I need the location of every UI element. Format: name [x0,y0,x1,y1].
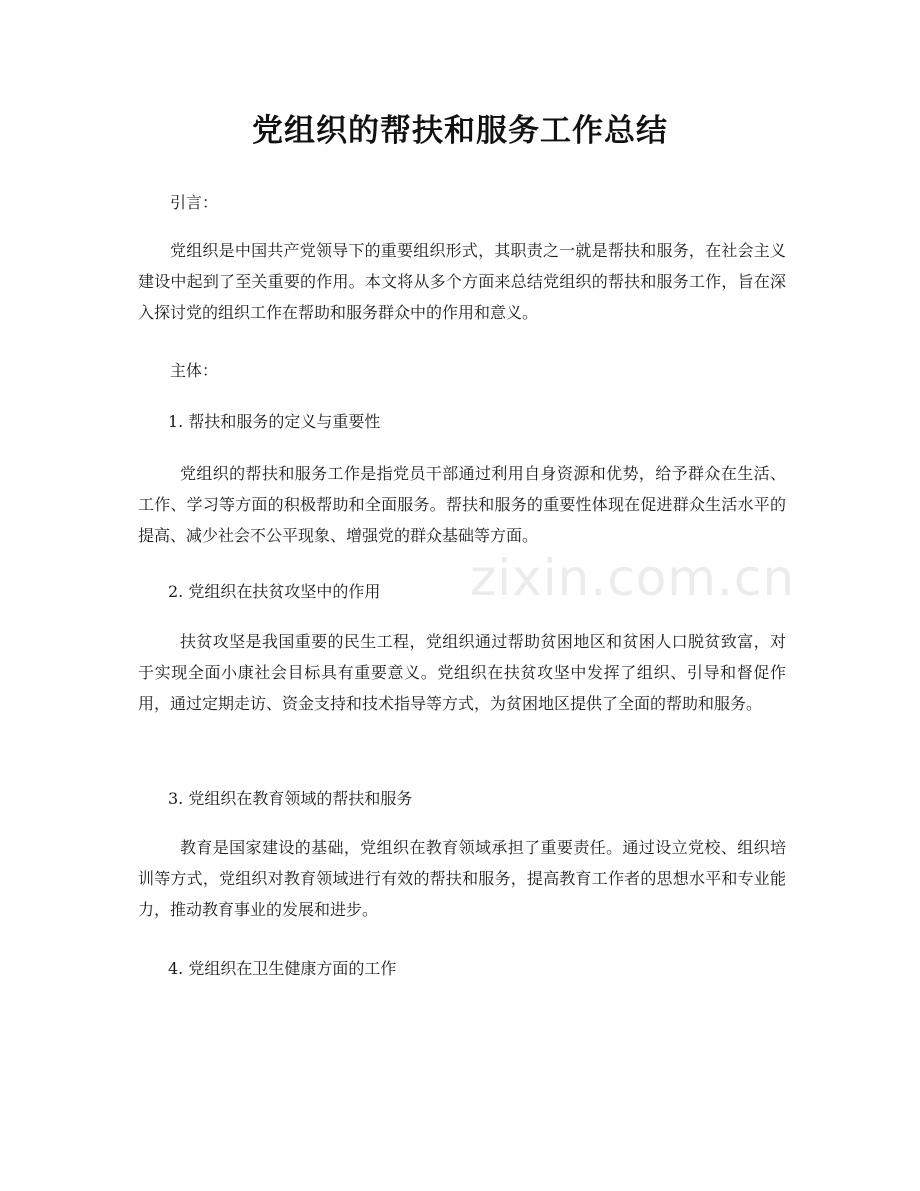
section-body-2: 扶贫攻坚是我国重要的民生工程，党组织通过帮助贫困地区和贫困人口脱贫致富，对于实现全面小康社会目标具有重要意义。党组织在扶贫攻坚中发挥了组织、引导和督促作用，通过定期走访、资金支持和技术指导等方式，为贫困地区提供了全面的帮助和服务。 [138,632,786,713]
section-body-1: 党组织的帮扶和服务工作是指党员干部通过利用自身资源和优势，给予群众在生活、工作、学习等方面的积极帮助和全面服务。帮扶和服务的重要性体现在促进群众生活水平的提高、减少社会不公平现象、增强党的群众基础等方面。 [138,464,786,545]
section-heading-3: 3. 党组织在教育领域的帮扶和服务 [168,789,413,808]
section-heading-1: 1. 帮扶和服务的定义与重要性 [168,412,381,431]
document-title: 党组织的帮扶和服务工作总结 [252,113,668,149]
intro-label: 引言： [170,193,219,212]
intro-paragraph: 党组织是中国共产党领导下的重要组织形式，其职责之一就是帮扶和服务，在社会主义建设中起到了至关重要的作用。本文将从多个方面来总结党组织的帮扶和服务工作，旨在深入探讨党的组织工作在帮助和服务群众中的作用和意义。 [138,241,786,322]
main-label: 主体： [170,361,219,380]
section-heading-2: 2. 党组织在扶贫攻坚中的作用 [168,582,381,601]
watermark: zixin.com.cn [470,549,796,607]
section-heading-4: 4. 党组织在卫生健康方面的工作 [168,959,397,978]
section-body-3: 教育是国家建设的基础，党组织在教育领域承担了重要责任。通过设立党校、组织培训等方式，党组织对教育领域进行有效的帮扶和服务，提高教育工作者的思想水平和专业能力，推动教育事业的发展和进步。 [138,838,786,919]
